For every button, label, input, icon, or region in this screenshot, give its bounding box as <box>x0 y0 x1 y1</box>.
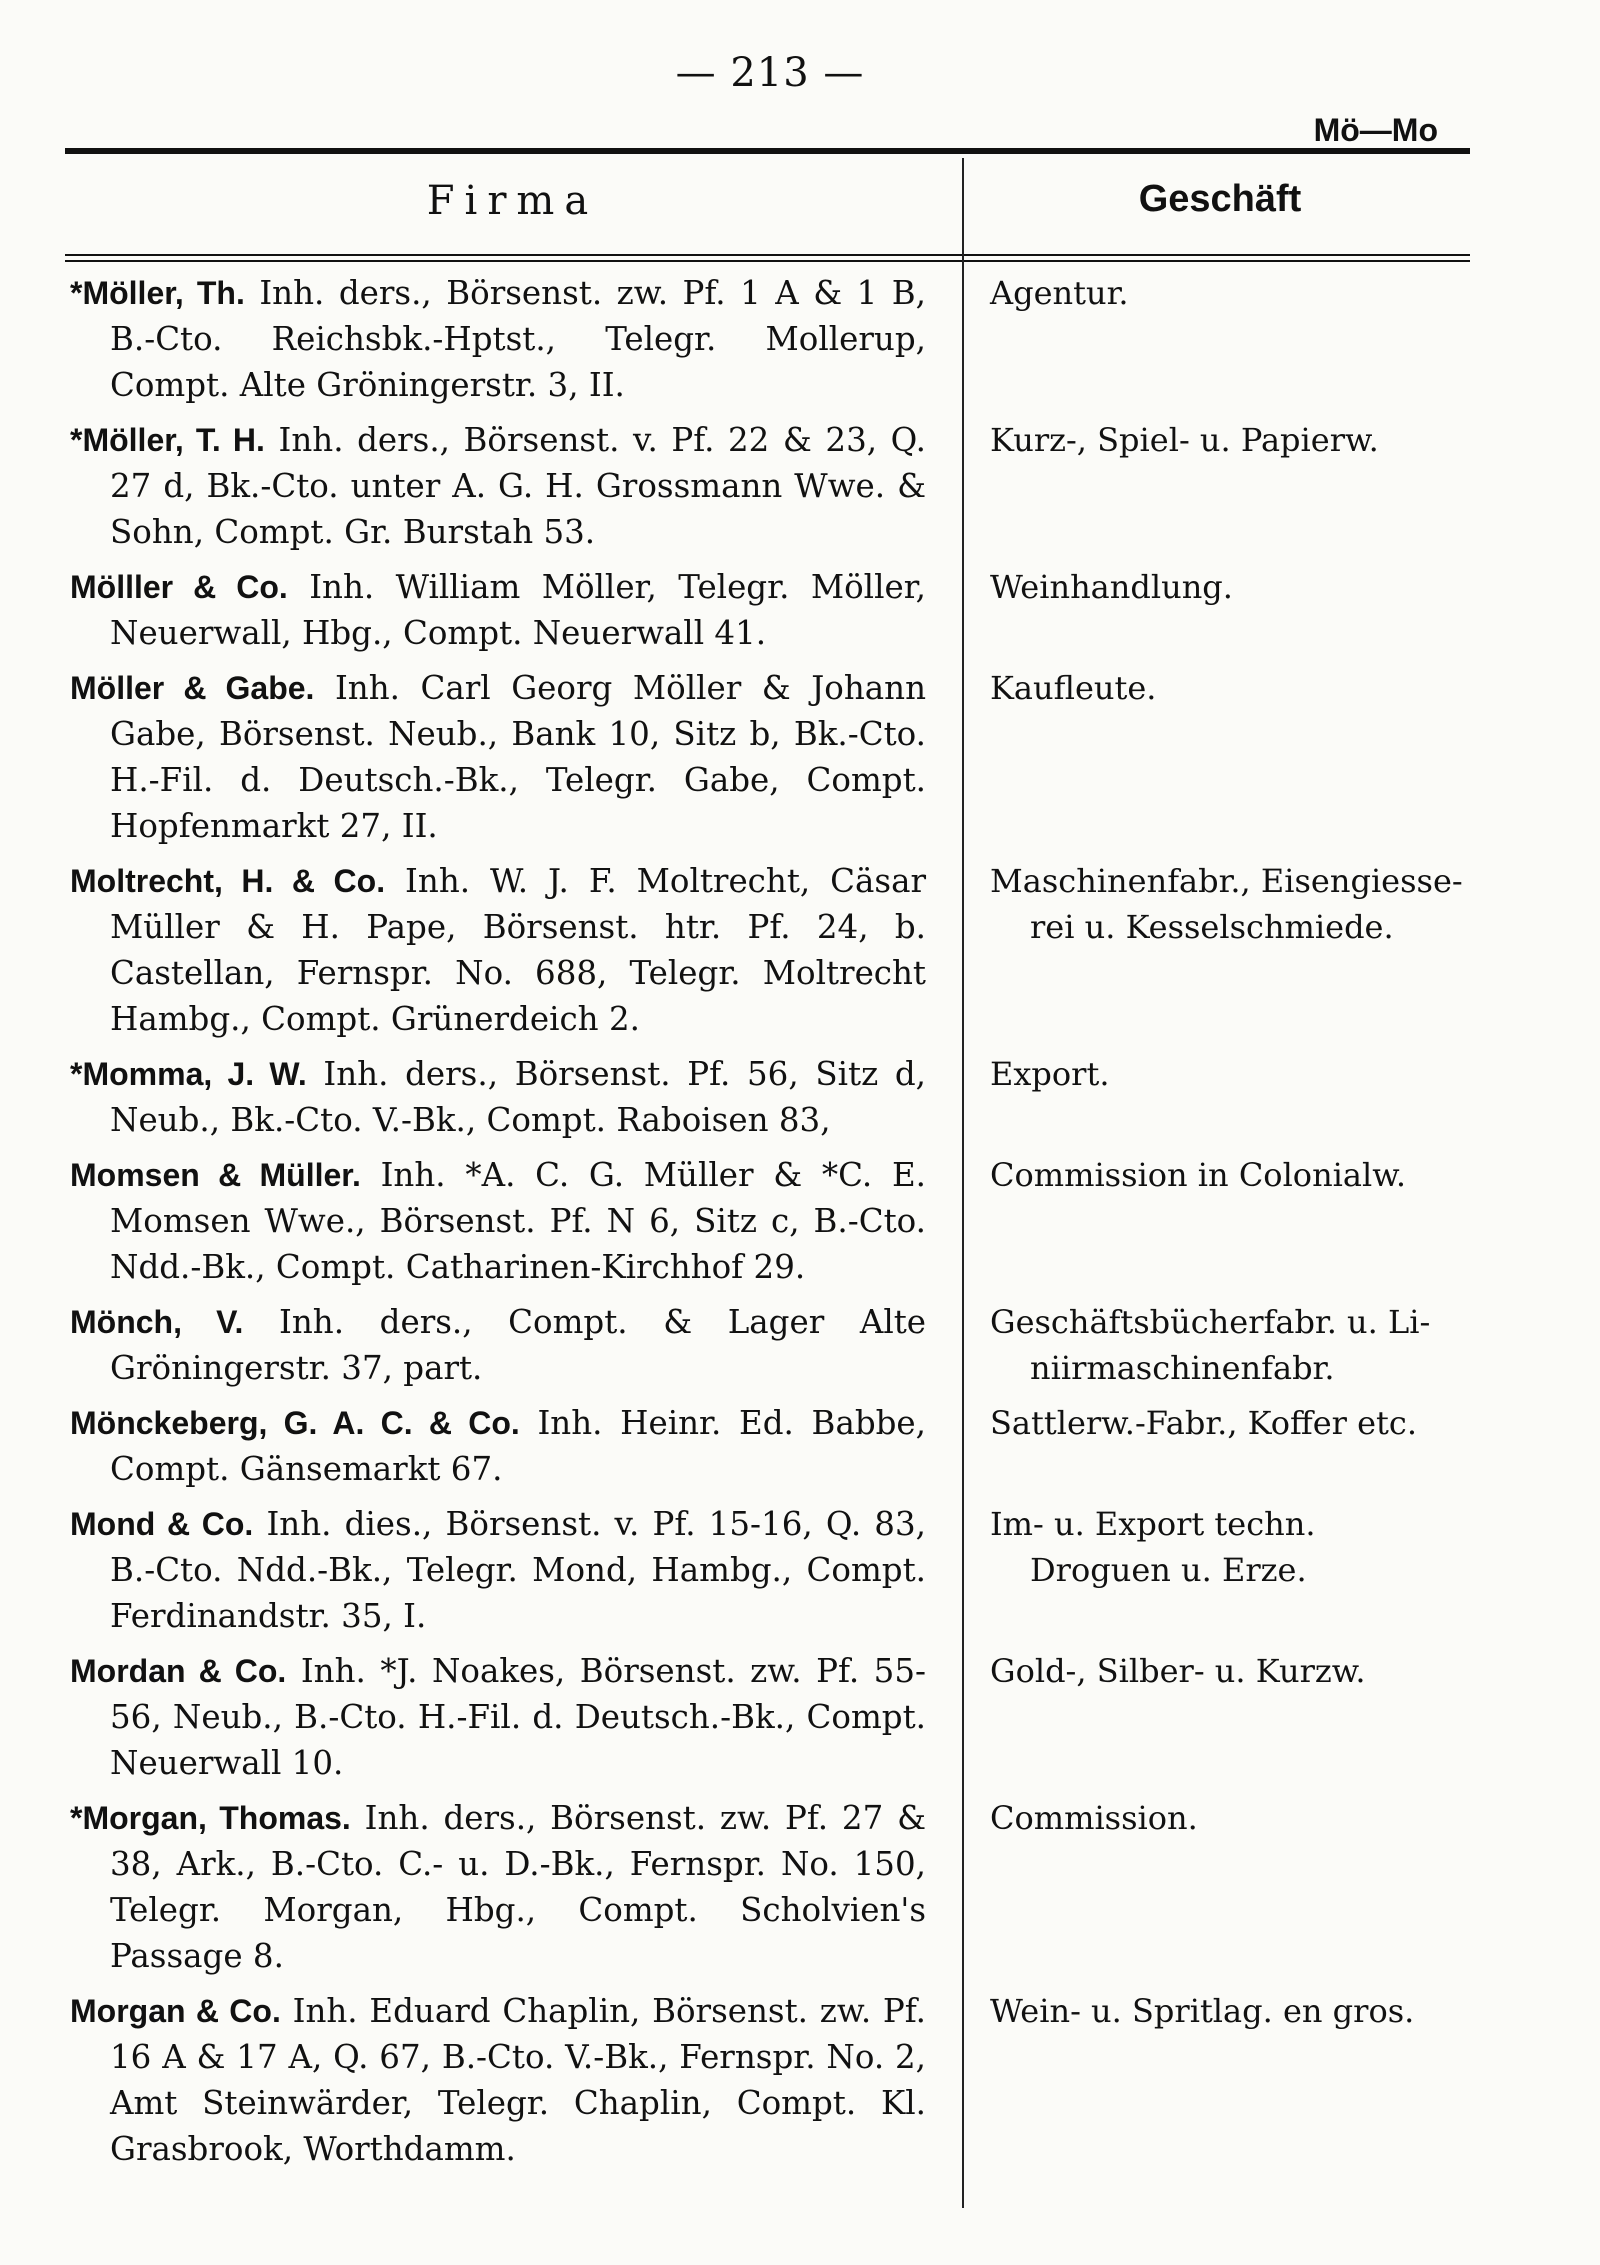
business-line: Kurz-, Spiel- u. Papierw. <box>990 421 1379 459</box>
firm-details: Inh. W. J. F. Moltrecht, Cäsar Müller & H. Pape, Börsenst. htr. Pf. 24, b. Castellan, Fernspr. No. 688, Telegr. Moltrecht Hambg., Compt. Grünerdeich 2. <box>110 862 926 1038</box>
firma-cell <box>70 1400 926 1492</box>
business-line: niirmaschinenfabr. <box>1030 1349 1335 1387</box>
directory-entry <box>70 1051 1470 1143</box>
business-line: Droguen u. Erze. <box>1030 1551 1307 1589</box>
business-line: Sattlerw.-Fabr., Koffer etc. <box>990 1404 1417 1442</box>
column-header-geschaeft: Geschäft <box>1138 178 1302 220</box>
firma-cell <box>70 665 926 849</box>
directory-entry <box>70 270 1470 408</box>
business-line: Weinhandlung. <box>990 568 1233 606</box>
firm-details: Inh. ders., Börsenst. zw. Pf. 1 A & 1 B, B.-Cto. Reichsbk.-Hptst., Telegr. Mollerup, Compt. Alte Gröningerstr. 3, II. <box>110 274 926 404</box>
directory-entry <box>70 1988 1470 2172</box>
directory-entry <box>70 1299 1470 1391</box>
directory-entry <box>70 665 1470 849</box>
firm-details: Inh. ders., Börsenst. Pf. 56, Sitz d, Neub., Bk.-Cto. V.-Bk., Compt. Raboisen 83, <box>110 1055 926 1139</box>
firm-details: Inh. Eduard Chaplin, Börsenst. zw. Pf. 16 A & 17 A, Q. 67, B.-Cto. V.-Bk., Fernspr. No. 2, Amt Steinwärder, Telegr. Chaplin, Compt. Kl. Grasbrook, Worthdamm. <box>110 1992 927 2168</box>
business-line: Commission. <box>990 1799 1198 1837</box>
geschaeft-cell <box>990 1988 1550 2034</box>
firm-details: Inh. ders., Börsenst. v. Pf. 22 & 23, Q. 27 d, Bk.-Cto. unter A. G. H. Grossmann Wwe. & Sohn, Compt. Gr. Burstah 53. <box>110 421 926 551</box>
firm-name: *Möller, T. H. <box>70 422 265 458</box>
firm-details: Inh. ders., Börsenst. zw. Pf. 27 & 38, Ark., B.-Cto. C.- u. D.-Bk., Fernspr. No. 150, Telegr. Morgan, Hbg., Compt. Scholvien's Passage 8. <box>110 1799 926 1975</box>
firm-details: Inh. *A. C. G. Müller & *C. E. Momsen Wwe., Börsenst. Pf. N 6, Sitz c, B.-Cto. Ndd.-Bk., Compt. Catharinen-Kirchhof 29. <box>110 1156 927 1286</box>
directory-entries <box>70 270 1470 2181</box>
firm-name: Morgan & Co. <box>70 1993 281 2029</box>
directory-entry <box>70 564 1470 656</box>
geschaeft-cell <box>990 417 1550 463</box>
page-number: — 213 — <box>675 50 865 96</box>
business-line: Gold-, Silber- u. Kurzw. <box>990 1652 1366 1690</box>
directory-entry <box>70 1648 1470 1786</box>
geschaeft-cell <box>990 564 1550 610</box>
firm-name: *Morgan, Thomas. <box>70 1800 351 1836</box>
firm-name: *Momma, J. W. <box>70 1056 307 1092</box>
directory-entry <box>70 1795 1470 1979</box>
firm-name: Moltrecht, H. & Co. <box>70 863 386 899</box>
firm-details: Inh. *J. Noakes, Börsenst. zw. Pf. 55-56, Neub., B.-Cto. H.-Fil. d. Deutsch.-Bk., Compt. Neuerwall 10. <box>110 1652 926 1782</box>
directory-entry <box>70 1400 1470 1492</box>
firm-details: Inh. Carl Georg Möller & Johann Gabe, Börsenst. Neub., Bank 10, Sitz b, Bk.-Cto. H.-Fil. d. Deutsch.-Bk., Telegr. Gabe, Compt. Hopfenmarkt 27, II. <box>110 669 926 845</box>
firma-cell <box>70 417 926 555</box>
business-line: Export. <box>990 1055 1110 1093</box>
firm-name: Mond & Co. <box>70 1506 254 1542</box>
top-rule <box>65 148 1470 154</box>
geschaeft-cell <box>990 1795 1550 1841</box>
firm-name: *Möller, Th. <box>70 275 245 311</box>
business-line: rei u. Kesselschmiede. <box>1030 908 1394 946</box>
firm-name: Mordan & Co. <box>70 1653 287 1689</box>
firma-cell <box>70 1988 926 2172</box>
business-line: Im- u. Export techn. <box>990 1505 1316 1543</box>
business-line: Maschinenfabr., Eisengiesse- <box>990 862 1463 900</box>
directory-entry <box>70 858 1470 1042</box>
firma-cell <box>70 270 926 408</box>
business-line: Wein- u. Spritlag. en gros. <box>990 1992 1415 2030</box>
geschaeft-cell <box>990 1648 1550 1694</box>
firm-details: Inh. William Möller, Telegr. Möller, Neuerwall, Hbg., Compt. Neuerwall 41. <box>110 568 926 652</box>
geschaeft-cell <box>990 1501 1550 1593</box>
geschaeft-cell <box>990 270 1550 316</box>
firm-details: Inh. dies., Börsenst. v. Pf. 15-16, Q. 83, B.-Cto. Ndd.-Bk., Telegr. Mond, Hambg., Compt. Ferdinandstr. 35, I. <box>110 1505 926 1635</box>
firma-cell <box>70 1795 926 1979</box>
firm-name: Mönckeberg, G. A. C. & Co. <box>70 1405 520 1441</box>
firm-name: Momsen & Müller. <box>70 1157 361 1193</box>
business-line: Commission in Colonialw. <box>990 1156 1406 1194</box>
firm-name: Mönch, V. <box>70 1304 244 1340</box>
firma-cell <box>70 1648 926 1786</box>
firm-details: Inh. Heinr. Ed. Babbe, Compt. Gänsemarkt 67. <box>110 1404 926 1488</box>
firm-name: Möller & Gabe. <box>70 670 315 706</box>
business-line: Geschäftsbücherfabr. u. Li- <box>990 1303 1431 1341</box>
firma-cell <box>70 858 926 1042</box>
firm-details: Inh. ders., Compt. & Lager Alte Gröningerstr. 37, part. <box>110 1303 927 1387</box>
firma-cell <box>70 564 926 656</box>
header-rule <box>65 254 1470 262</box>
business-line: Kaufleute. <box>990 669 1157 707</box>
geschaeft-cell <box>990 1400 1550 1446</box>
firm-name: Mölller & Co. <box>70 569 288 605</box>
geschaeft-cell <box>990 1152 1550 1198</box>
firma-cell <box>70 1501 926 1639</box>
firma-cell <box>70 1299 926 1391</box>
directory-entry <box>70 417 1470 555</box>
directory-entry <box>70 1501 1470 1639</box>
geschaeft-cell <box>990 1051 1550 1097</box>
geschaeft-cell <box>990 665 1550 711</box>
geschaeft-cell <box>990 858 1550 950</box>
column-header-firma: Firma <box>426 178 599 224</box>
geschaeft-cell <box>990 1299 1550 1391</box>
running-head: Mö—Mo <box>1313 112 1438 148</box>
firma-cell <box>70 1051 926 1143</box>
firma-cell <box>70 1152 926 1290</box>
directory-entry <box>70 1152 1470 1290</box>
business-line: Agentur. <box>990 274 1129 312</box>
